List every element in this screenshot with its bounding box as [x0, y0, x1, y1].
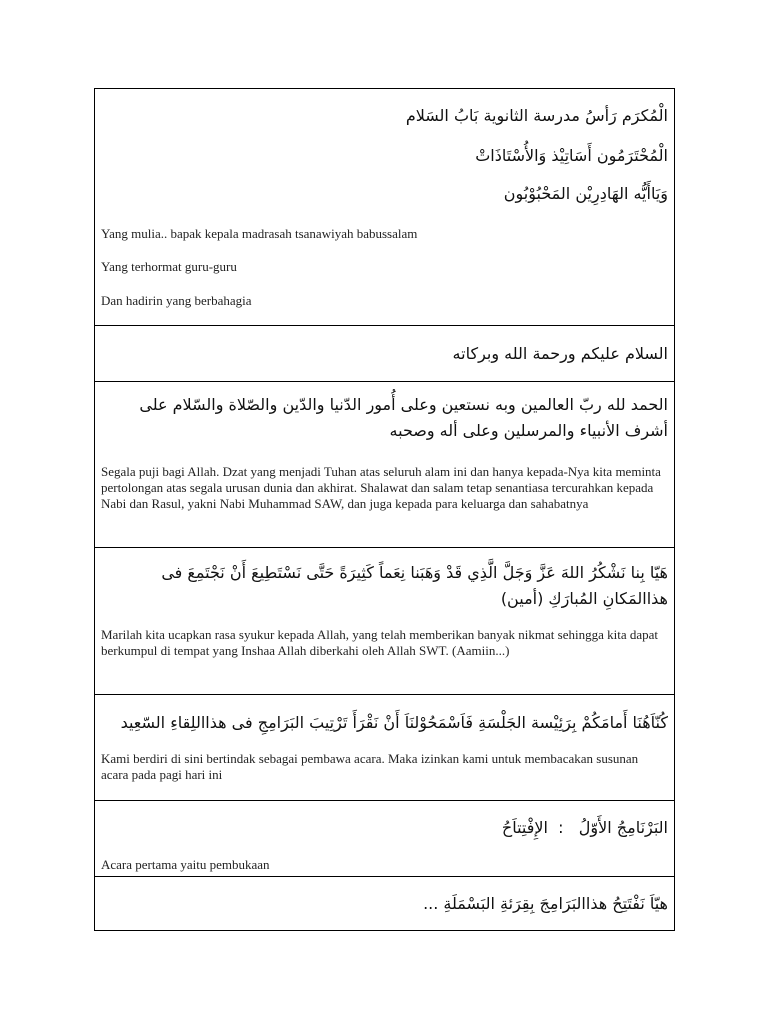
- basmalah-cell: [95, 877, 674, 932]
- speech-table: [94, 88, 675, 931]
- salam-arabic: السلام عليكم ورحمة الله وبركاته: [452, 344, 668, 363]
- greeting-arabic-line-2: الْمُحْتَرَمُون أَسَاتِيْذ وَالأُسْتَاذَاتْ: [475, 146, 668, 165]
- acara1-cell: [95, 801, 674, 877]
- syukur-arabic: هَيّا بِنا نَشْكُرُ اللهَ عَزَّ وَجَلَّ الَّذِي قَدْ وَهَبَنا نِعَماً كَثِيرَةً حَتَّى نَسْتَطِيعَ أَنْ نَجْتَمِعَ فى هذاالمَكانِ المُبارَكِ (أمين): [161, 563, 668, 608]
- acara1-latin: Acara pertama yaitu pembukaan: [101, 857, 270, 872]
- mc-latin: Kami berdiri di sini bertindak sebagai pembawa acara. Maka izinkan kami untuk membacakan susunan acara pada pagi hari ini: [101, 751, 639, 782]
- hamdalah-latin: Segala puji bagi Allah. Dzat yang menjadi Tuhan atas seluruh alam ini dan hanya kepada-Nya kita meminta pertolongan atas segala urusan dunia dan akhirat. Shalawat dan salam tetap senantiasa tercurahkan kepada Nabi dan Rasul, yakni Nabi Muhammad SAW, dan juga kepada para keluarga dan sahabatnya: [101, 464, 661, 511]
- greeting-latin-line-3: Dan hadirin yang berbahagia: [101, 293, 252, 308]
- acara1-arabic: البَرْنَامِجُ الأَوّلُ : الإِفْتِتاَحُ: [501, 818, 668, 837]
- hamdalah-arabic: الحمد لله ربّ العالمين وبه نستعين وعلى أُمور الدّنيا والدّين والصّلاة والسّلام على أشرف الأنبياء والمرسلين وعلى أله وصحبه: [139, 395, 668, 440]
- hamdalah-cell: [95, 382, 674, 548]
- greeting-cell: [95, 89, 674, 326]
- syukur-cell: [95, 548, 674, 695]
- syukur-latin: Marilah kita ucapkan rasa syukur kepada Allah, yang telah memberikan banyak nikmat sehingga kita dapat berkumpul di tempat yang Inshaa Allah diberkahi oleh Allah SWT. (Aamiin...): [101, 627, 659, 658]
- salam-cell: [95, 326, 674, 382]
- mc-cell: [95, 695, 674, 801]
- greeting-latin-line-1: Yang mulia.. bapak kepala madrasah tsanawiyah babussalam: [101, 226, 418, 241]
- greeting-arabic-line-3: وَيَاأَيُّه الهَادِرِيْن المَحْبُوْبُون: [503, 184, 668, 203]
- greeting-arabic-line-1: الْمُكرَم رَأسُ مدرسة الثانوية بَابُ السَلام: [405, 106, 668, 125]
- mc-arabic: كُنّاَهُنَا أَمامَكُمْ بِرَئِيْسة الجَلْسَةِ فَاَسْمَحُوْلنَاَ أَنْ نَقْرَأَ تَرْتِيبَ البَرَامِجِ فى هذااللِقاءِ السّعِيد: [120, 713, 668, 732]
- basmalah-arabic: هيّاَ نَفْتَتِحُ هذاالبَرَامِجَ بِقِرَئةِ البَسْمَلَةِ ...: [423, 894, 668, 913]
- greeting-latin-line-2: Yang terhormat guru-guru: [101, 259, 237, 274]
